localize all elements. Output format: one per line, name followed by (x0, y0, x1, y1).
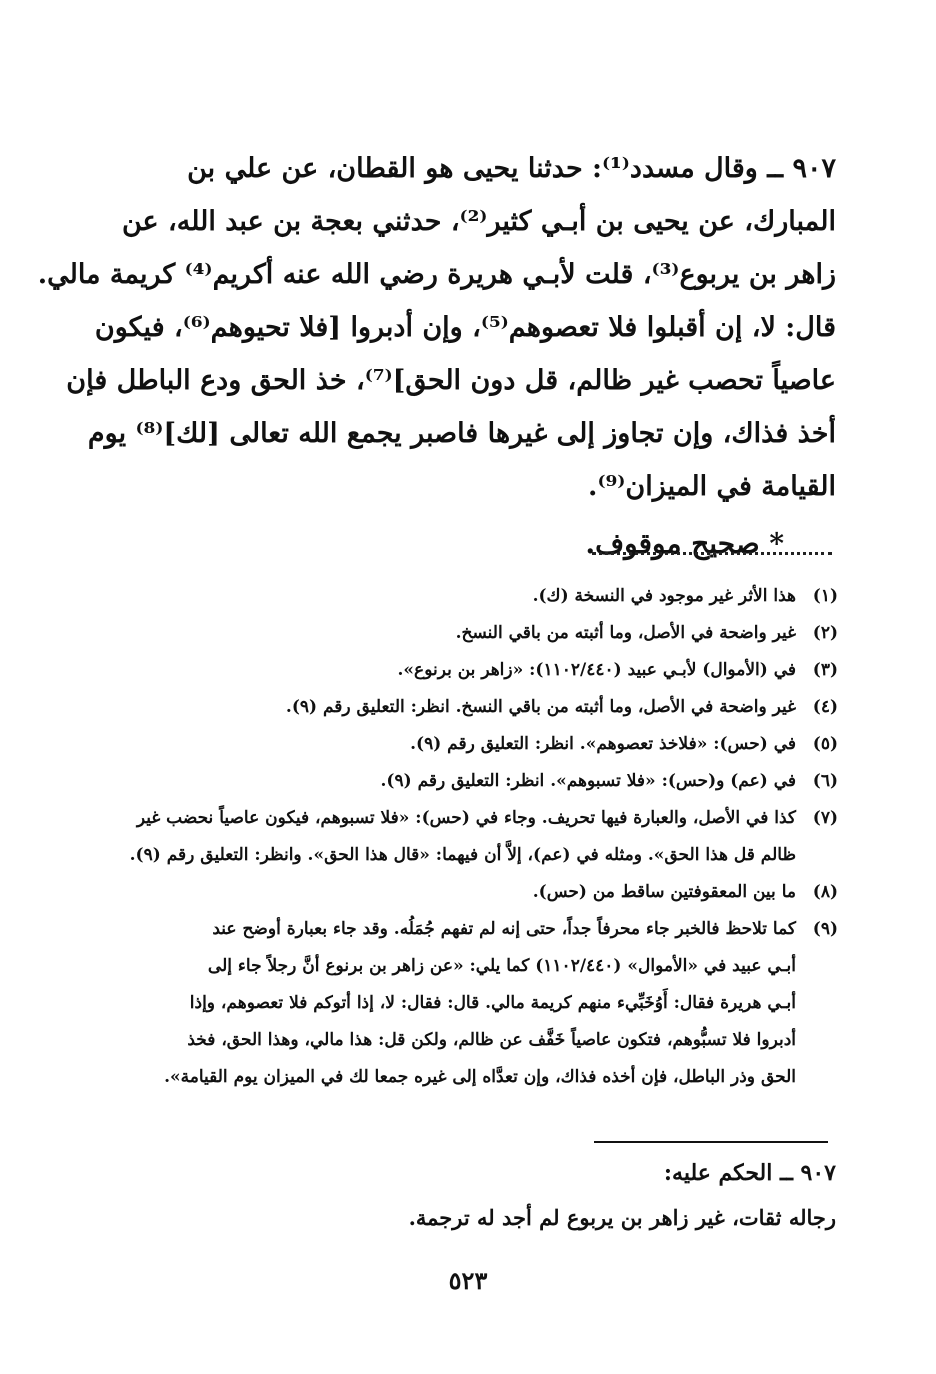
ruling-text: رجاله ثقات، غير زاهر بن يربوع لم أجد له ترجمة. (408, 1205, 836, 1230)
footnotes (108, 578, 838, 1096)
page-number: ٥٢٣ (448, 1266, 488, 1295)
hadith-line: المبارك، عن يحيى بن أبـي كثير⁽²⁾، حدثني بعجة بن عبد الله، عن (121, 206, 836, 237)
hadith-line: القيامة في الميزان⁽⁹⁾. (588, 471, 836, 502)
footnote-number: (٤) (812, 697, 838, 717)
footnote-text: ما بين المعقوفتين ساقط من (حس). (532, 882, 796, 902)
footnote (108, 578, 838, 615)
ruling-section (108, 1150, 836, 1240)
hadith-line: أخذ فذاك، وإن تجاوز إلى غيرها فاصبر يجمع الله تعالى [لك]⁽⁸⁾ يوم (87, 418, 836, 449)
footnote-body (108, 911, 796, 1096)
footnote-number: (٦) (812, 771, 838, 791)
footnote-number: (٢) (812, 623, 838, 643)
hadith-text (37, 142, 836, 569)
footnote-text: غير واضحة في الأصل، وما أثبته من باقي النسخ. انظر: التعليق رقم (٩). (285, 697, 796, 717)
footnote-text: غير واضحة في الأصل، وما أثبته من باقي النسخ. (455, 623, 796, 643)
footnote (108, 689, 838, 726)
footnote-number: (٧) (812, 808, 838, 828)
footnote-text: كما تلاحظ فالخبر جاء محرفاً جداً، حتى إنه لم تفهم جُمَلُه. وقد جاء بعبارة أوضح عند (212, 919, 796, 939)
footnote-text: هذا الأثر غير موجود في النسخة (ك). (532, 586, 796, 606)
footnote (108, 615, 838, 652)
verdict: * صحيح موقوف. (585, 527, 784, 560)
footnote (108, 652, 838, 689)
footnote-number: (٩) (812, 919, 838, 939)
footnote-text: أبـي عبيد في «الأموال» (١١٠٢/٤٤٠) كما يلي: «عن زاهر بن برنوع أنَّ رجلاً جاء إلى (207, 956, 796, 976)
hadith-line: قال: لا، إن أقبلوا فلا تعصوهم⁽⁵⁾، وإن أدبروا [فلا تحيوهم⁽⁶⁾، فيكون (94, 312, 836, 343)
footnote-text: كذا في الأصل، والعبارة فيها تحريف. وجاء في (حس): «فلا تسبوهم، فيكون عاصياً نحضب غير (136, 808, 796, 828)
footnote (108, 911, 838, 1096)
footnote (108, 800, 838, 874)
footnote (108, 726, 838, 763)
footnote-text: في (حس): «فلاخذ تعصوهم». انظر: التعليق رقم (٩). (410, 734, 796, 754)
hadith-line: ٩٠٧ ــ وقال مسدد⁽¹⁾: حدثنا يحيى هو القطان، عن علي بن (187, 153, 836, 184)
footnote-number: (٣) (812, 660, 838, 680)
footnote-text: أدبروا فلا تسبُّوهم، فتكون عاصياً خَفَّف عن ظالم، ولكن قل: هذا مالي، وهذا الحق، فخذ (187, 1030, 796, 1050)
footnote-text: الحق وذر الباطل، فإن أخذه فذاك، وإن تعدَّاه إلى غيره جمعا لك في الميزان يوم القيامة». (164, 1067, 796, 1087)
hadith-line: عاصياً تحصب غير ظالم، قل دون الحق]⁽⁷⁾، خذ الحق ودع الباطل فإن (66, 365, 836, 396)
footnote (108, 763, 838, 800)
footnote (108, 874, 838, 911)
footnote-number: (١) (812, 586, 838, 606)
section-rule (594, 1141, 828, 1143)
ruling-heading: ٩٠٧ ــ الحكم عليه: (663, 1160, 836, 1186)
hadith-line: زاهر بن يربوع⁽³⁾، قلت لأبـي هريرة رضي الله عنه أكريم⁽⁴⁾ كريمة مالي. (37, 259, 836, 290)
footnote-text: ظالم قل هذا الحق». ومثله في (عم)، إلاَّ أن فيهما: «قال هذا الحق». وانظر: التعليق رقم (٩). (129, 845, 796, 865)
footnote-text: في (عم) و(حس): «فلا تسبوهم». انظر: التعليق رقم (٩). (380, 771, 796, 791)
footnote-number: (٨) (812, 882, 838, 902)
footnote-body (108, 800, 796, 874)
footnote-text: أبـي هريرة فقال: أَوُخَبِّيء منهم كريمة مالي. قال: فقال: لا، إذا أتوكم فلا تعصوهم، وإذا (189, 993, 796, 1013)
footnote-text: في (الأموال) لأبـي عبيد (١١٠٢/٤٤٠): «زاهر بن برنوع». (397, 660, 796, 680)
footnote-number: (٥) (812, 734, 838, 754)
footnote-separator (592, 552, 832, 555)
